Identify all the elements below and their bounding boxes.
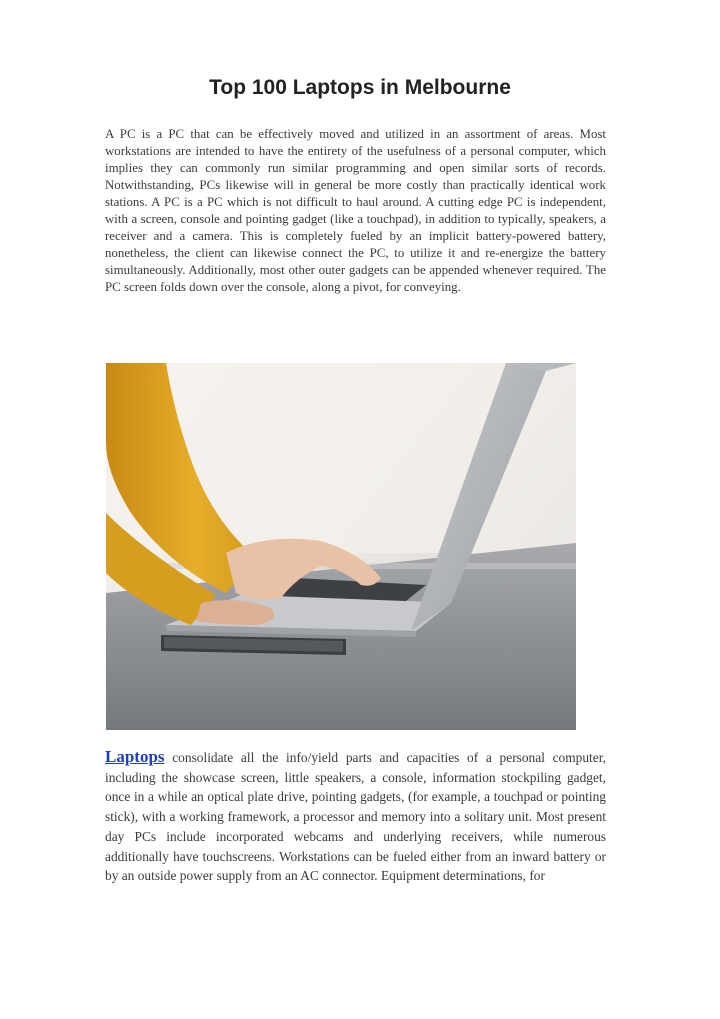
laptops-link[interactable]: Laptops — [105, 747, 165, 766]
laptop-photo — [106, 363, 576, 730]
laptop-typing-image — [106, 363, 576, 730]
laptops-paragraph — [105, 747, 606, 886]
page-title: Top 100 Laptops in Melbourne — [209, 76, 511, 99]
intro-paragraph: A PC is a PC that can be effectively moved and utilized in an assortment of areas. Most workstations are intended to have the entirety of the usefulness of a personal computer, which implies they can commonly run similar programming and open similar sorts of records. Notwithstanding, PCs likewise will in general be more costly than practically identical work stations. A PC is a PC which is not difficult to haul around. A cutting edge PC is independent, with a screen, console and pointing gadget (like a touchpad), in addition to typically, speakers, a receiver and a camera. This is completely fueled by an implicit battery-powered battery, nonetheless, the client can likewise connect the PC, to utilize it and re-energize the battery simultaneously. Additionally, most other outer gadgets can be appended whenever required. The PC screen folds down over the console, along a pivot, for conveying. — [105, 127, 606, 294]
laptops-paragraph-text: consolidate all the info/yield parts and capacities of a personal computer, including the showcase screen, little speakers, a console, information stockpiling gadget, once in a while an optical plate drive, pointing gadgets, (for example, a touchpad or pointing stick), with a working framework, a processor and memory into a solitary unit. Most present day PCs include incorporated webcams and underlying receivers, while numerous additionally have touchscreens. Workstations can be fueled either from an inward battery or by an outside power supply from an AC connector. Equipment determinations, for — [105, 750, 606, 884]
